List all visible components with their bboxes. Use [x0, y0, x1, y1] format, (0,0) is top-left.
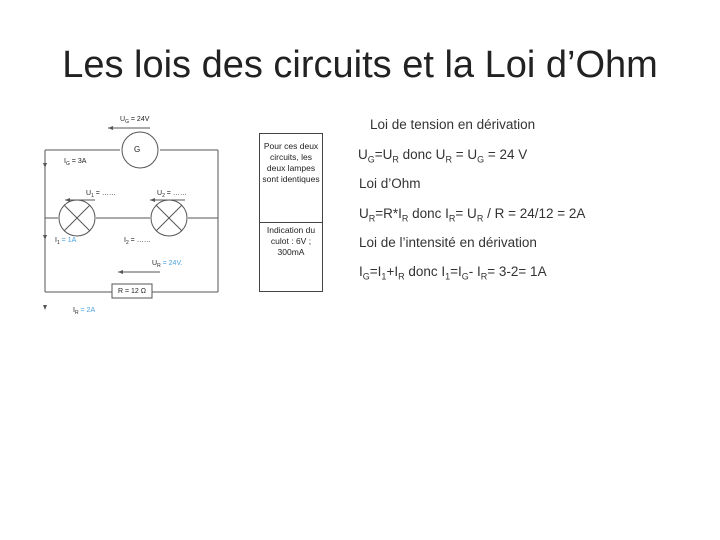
ohm-equation: $U_R=R*I_R$ donc $I_R= U_R / R = 24/12 = 2A$: [359, 206, 586, 224]
note-lamps: Pour ces deux circuits, les deux lampes sont identiques: [262, 141, 320, 184]
u1-label: $U_1$ = ……: [86, 190, 116, 199]
generator-label: G: [134, 145, 141, 154]
voltage-equation: $U_G=U_R$ donc $U_R = U_G = 24$ V: [358, 147, 528, 165]
note-divider: [260, 222, 322, 223]
i1-label: $I_1 = 1A$: [55, 237, 77, 246]
lamp-2: [151, 200, 187, 236]
ig-label: $I_G = 3A$: [64, 158, 87, 167]
heading-ohm-law: Loi d’Ohm: [359, 176, 421, 191]
heading-current-law: Loi de l’intensité en dérivation: [359, 235, 537, 250]
resistor-label: R = 12 Ω: [118, 288, 146, 295]
heading-voltage-law: Loi de tension en dérivation: [370, 117, 536, 132]
note-box: [259, 133, 323, 292]
u2-label: $U_2$ = ……: [157, 190, 187, 199]
note-base: Indication du culot : 6V ; 300mA: [266, 225, 316, 257]
ir-label: $I_R = 2A$: [73, 307, 96, 316]
lamp-1: [59, 200, 95, 236]
slide-title: Les lois des circuits et la Loi d’Ohm: [62, 44, 658, 86]
i2-label: $I_2$ = ……: [124, 237, 151, 246]
ug-label: $U_G = 24V$: [120, 116, 150, 125]
ur-label: $U_R = 24V$.: [152, 260, 183, 269]
current-equation: $I_G=I_1+I_R$ donc $I_1=I_G-$ $I_R= 3-2= 1A$: [359, 264, 547, 282]
